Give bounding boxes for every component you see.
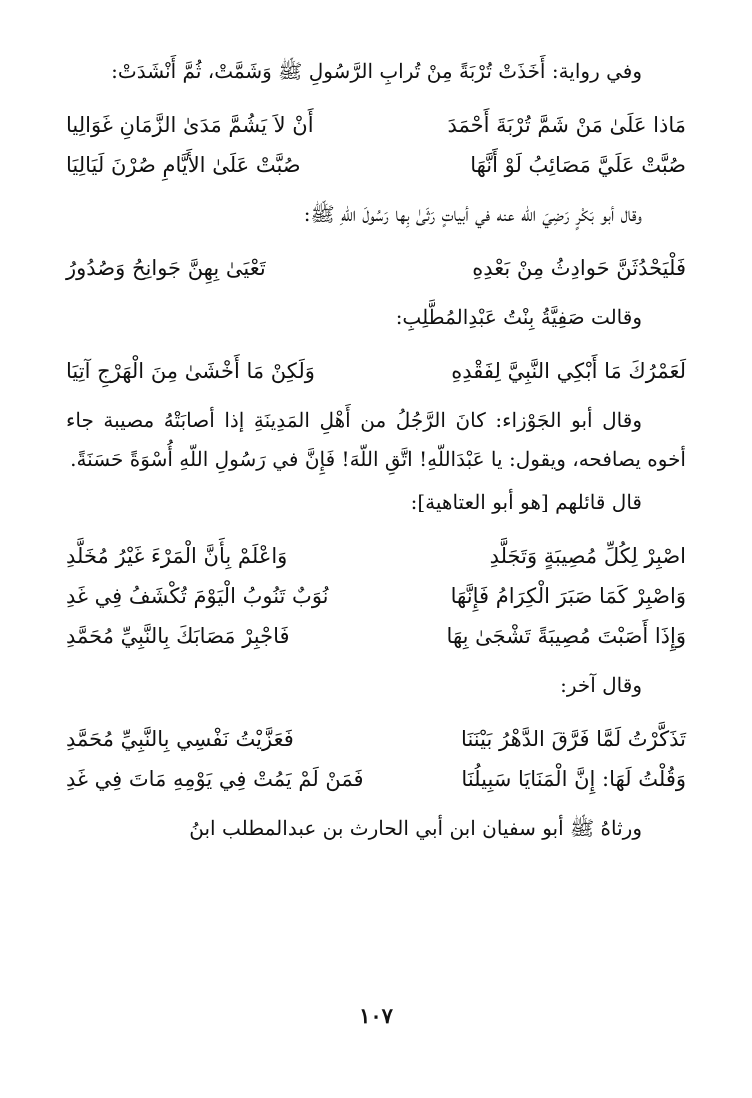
verse-line	[66, 145, 686, 185]
prose-paragraph: وفي رواية: أَخَذَتْ تُرْبَةً مِنْ تُرابِ الرَّسُولِ ﷺ وَشَمَّتْ، ثُمَّ أَنْشَدَتْ:	[111, 59, 642, 83]
verse-first-hemistich: وَقُلْتُ لَهَا: إِنَّ الْمَنَايَا سَبِيلُنَا	[461, 767, 686, 791]
verse-first-hemistich: تَذَكَّرْتُ لَمَّا فَرَّقَ الدَّهْرُ بَيْنَنَا	[461, 727, 686, 751]
prose-paragraph: قال قائلهم [هو أبو العتاهية]:	[410, 490, 642, 514]
poem-block	[66, 719, 686, 799]
verse-second-hemistich: تَعْيَىٰ بِهِنَّ جَوانِحُ وَصُدُورُ	[66, 256, 266, 280]
poem-block	[66, 248, 686, 288]
poem-block	[66, 536, 686, 656]
verse-first-hemistich: لَعَمْرُكَ مَا أَبْكِي النَّبِيَّ لِفَقْدِهِ	[451, 359, 686, 383]
verse-line	[66, 248, 686, 288]
verse-line	[66, 759, 686, 799]
prose-paragraph: وقال أبو بَكْرٍ رَضِيَ الله عنه في أبياتٍ رَثَىٰ بِها رَسُولَ اللّهِ ﷺ:	[303, 202, 642, 226]
verse-second-hemistich: نُوَبٌ تَنُوبُ الْيَوْمَ تُكْشَفُ فِي غَدِ	[66, 584, 329, 608]
poem-block	[66, 105, 686, 185]
poem-block	[66, 351, 686, 391]
verse-line	[66, 719, 686, 759]
verse-second-hemistich: أَنْ لاَ يَشُمَّ مَدَىٰ الزَّمَانِ غَوَالِيا	[66, 113, 314, 137]
verse-second-hemistich: فَعَزَّيْتُ نَفْسِي بِالنَّبِيِّ مُحَمَّدِ	[66, 727, 294, 751]
verse-first-hemistich: مَاذا عَلَىٰ مَنْ شَمَّ تُرْبَةَ أَحْمَدَ	[447, 113, 686, 137]
verse-first-hemistich: وَإِذَا أَصَبْتَ مُصِيبَةً تَشْجَىٰ بِهَا	[446, 624, 686, 648]
verse-second-hemistich: فَمَنْ لَمْ يَمُتْ فِي يَوْمِهِ مَاتَ فِي غَدِ	[66, 767, 364, 791]
prose-paragraph: وقالت صَفِيَّةُ بِنْتُ عَبْدِالمُطَّلِبِ:	[395, 305, 642, 329]
verse-line	[66, 536, 686, 576]
verse-line	[66, 576, 686, 616]
verse-first-hemistich: صُبَّتْ عَلَيَّ مَصَائِبُ لَوْ أَنَّهَا	[470, 153, 686, 177]
verse-first-hemistich: وَاصْبِرْ كَمَا صَبَرَ الْكِرَامُ فَإِنَّهَا	[450, 584, 686, 608]
verse-first-hemistich: اصْبِرْ لِكُلِّ مُصِيبَةٍ وَتَجَلَّدِ	[489, 544, 686, 568]
verse-line	[66, 616, 686, 656]
verse-line	[66, 351, 686, 391]
verse-line	[66, 105, 686, 145]
verse-second-hemistich: وَاعْلَمْ بِأَنَّ الْمَرْءَ غَيْرُ مُخَلَّدِ	[66, 544, 288, 568]
page-number: ١٠٧	[359, 1003, 393, 1028]
verse-second-hemistich: وَلَكِنْ مَا أَخْشَىٰ مِنَ الْهَرْجِ آتِيَا	[66, 359, 315, 383]
verse-second-hemistich: صُبَّتْ عَلَىٰ الأَيَّامِ صُرْنَ لَيَالِيَا	[66, 153, 301, 177]
prose-paragraph: وقال آخر:	[560, 673, 642, 697]
prose-paragraph: ورثاهُ ﷺ أبو سفيان ابن أبي الحارث بن عبدالمطلب ابنُ	[189, 816, 642, 840]
verse-second-hemistich: فَاجْبِرْ مَصَابَكَ بِالنَّبِيِّ مُحَمَّدِ	[66, 624, 290, 648]
prose-paragraph: وقال أبو الجَوْزاء: كانَ الرَّجُلُ من أَهْلِ المَدِينَةِ إذا أصابَتْهُ مصيبة جاء أخوه يصافحه، ويقول: يا عَبْدَاللّهِ! اتَّقِ اللّهَ! فَإِنَّ في رَسُولِ اللّهِ أُسْوَةً حَسَنَةً.	[66, 408, 686, 471]
verse-first-hemistich: فَلْيَحْدُثَنَّ حَوادِثُ مِنْ بَعْدِهِ	[472, 256, 686, 280]
